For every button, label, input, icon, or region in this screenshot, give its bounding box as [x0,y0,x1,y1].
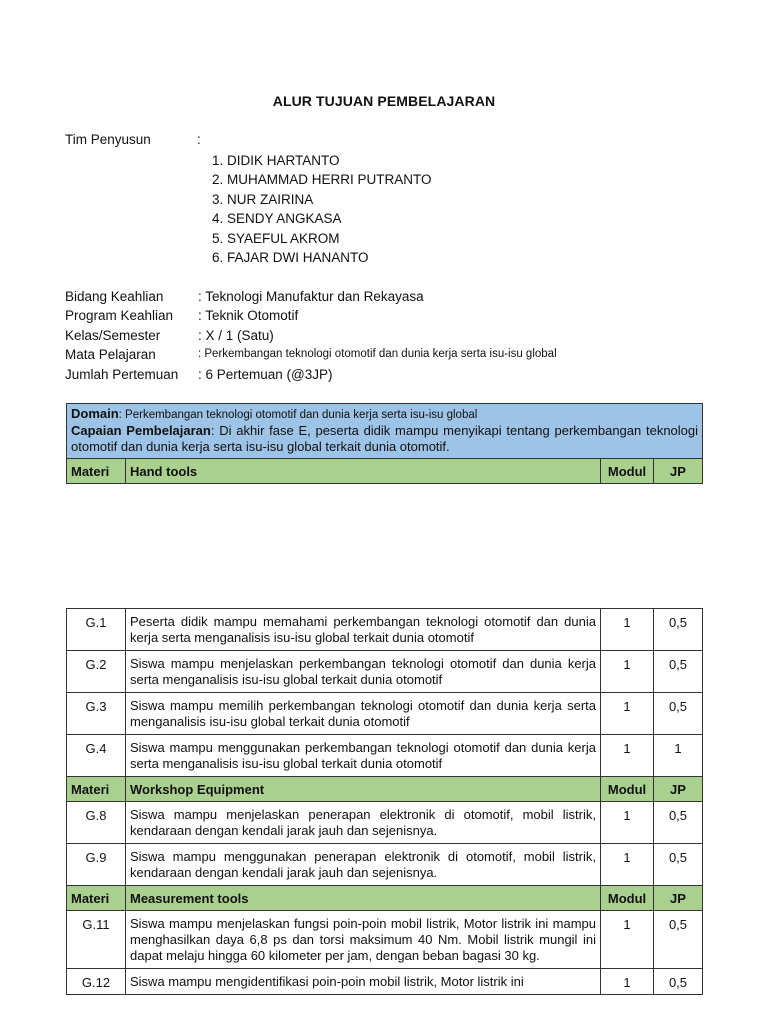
jp-header: JP [654,886,703,911]
table-row [67,735,703,777]
domain-table [66,403,703,484]
section-header-row [67,777,703,802]
row-modul: 1 [601,651,654,693]
meta-value: : Teknologi Manufaktur dan Rekayasa [198,289,424,304]
domain-cell [67,404,703,459]
row-code: G.3 [67,693,126,735]
table-row [67,911,703,969]
table-row [67,802,703,844]
meta-value: : 6 Pertemuan (@3JP) [198,366,333,382]
row-modul: 1 [601,969,654,995]
modul-header: Modul [601,459,654,484]
row-description: Siswa mampu menggunakan penerapan elektronik di otomotif, mobil listrik, kendaraan dengan kendali jarak jauh dan sejenisnya. [126,844,601,886]
domain-value: : Perkembangan teknologi otomotif dan dunia kerja serta isu-isu global [118,409,478,421]
materi-header: Materi [67,777,126,802]
section-header-row [67,886,703,911]
row-description: Siswa mampu memilih perkembangan teknologi otomotif dan dunia kerja serta menganalisis isu-isu global terkait dunia otomotif [126,693,601,735]
section-title: Measurement tools [126,886,601,911]
table-row [67,609,703,651]
member-item: 1. DIDIK HARTANTO [212,153,340,168]
section-title: Workshop Equipment [126,777,601,802]
row-jp: 0,5 [654,693,703,735]
table-row [67,693,703,735]
row-jp: 1 [654,735,703,777]
row-description: Siswa mampu menjelaskan fungsi poin-poin mobil listrik, Motor listrik ini mampu menghasilkan daya 6,8 ps dan torsi maksimum 40 Nm. Mobil listrik mungil ini dapat melaju hingga 60 kilometer per jam, dengan beban bagasi 30 kg. [126,911,601,969]
row-code: G.4 [67,735,126,777]
row-jp: 0,5 [654,609,703,651]
member-item: 4. SENDY ANGKASA [212,211,342,227]
meta-label: Kelas/Semester [65,327,161,343]
member-item: 5. SYAEFUL AKROM [212,230,340,246]
table-row [67,651,703,693]
row-modul: 1 [601,735,654,777]
row-modul: 1 [601,844,654,886]
meta-block [65,287,557,384]
row-jp: 0,5 [654,969,703,995]
tim-label: Tim Penyusun [65,132,151,147]
meta-row-jumlah [65,365,557,384]
modul-header: Modul [601,886,654,911]
row-code: G.8 [67,802,126,844]
meta-value: : Perkembangan teknologi otomotif dan dunia kerja serta isu-isu global [198,348,557,361]
meta-row-kelas [65,326,557,345]
row-jp: 0,5 [654,651,703,693]
section-header-row [67,459,703,484]
row-description: Siswa mampu menggunakan perkembangan teknologi otomotif dan dunia kerja serta menganalisis isu-isu global terkait dunia otomotif [126,735,601,777]
row-modul: 1 [601,802,654,844]
jp-header: JP [654,459,703,484]
row-code: G.9 [67,844,126,886]
tim-colon: : [197,132,201,147]
meta-row-bidang [65,287,557,306]
row-description: Siswa mampu menjelaskan perkembangan teknologi otomotif dan dunia kerja serta menganalisis isu-isu global terkait dunia otomotif [126,651,601,693]
member-item: 3. NUR ZAIRINA [212,191,314,207]
member-item: 6. FAJAR DWI HANANTO [212,250,369,266]
section-title: Hand tools [126,459,601,484]
materi-header: Materi [67,459,126,484]
table-row [67,969,703,995]
meta-value: : X / 1 (Satu) [198,327,274,343]
row-description: Siswa mampu menjelaskan penerapan elektronik di otomotif, mobil listrik, kendaraan dengan kendali jarak jauh dan sejenisnya. [126,802,601,844]
meta-label: Bidang Keahlian [65,289,164,304]
meta-value: : Teknik Otomotif [198,308,299,324]
row-modul: 1 [601,609,654,651]
meta-row-program [65,306,557,325]
materi-header: Materi [67,886,126,911]
meta-label: Program Keahlian [65,308,174,324]
meta-label: Jumlah Pertemuan [65,366,179,382]
member-list [212,151,432,267]
document-title: ALUR TUJUAN PEMBELAJARAN [272,93,496,109]
row-description: Siswa mampu mengidentifikasi poin-poin mobil listrik, Motor listrik ini [126,969,601,995]
objectives-table [66,608,703,995]
capaian-label: Capaian Pembelajaran [71,423,211,438]
member-item: 2. MUHAMMAD HERRI PUTRANTO [212,172,432,188]
jp-header: JP [654,777,703,802]
row-code: G.1 [67,609,126,651]
row-code: G.11 [67,911,126,969]
meta-row-mapel [65,345,557,364]
row-jp: 0,5 [654,802,703,844]
row-modul: 1 [601,693,654,735]
domain-label: Domain [71,406,119,421]
modul-header: Modul [601,777,654,802]
capaian-text: : Di akhir fase E, peserta didik mampu menyikapi tentang perkembangan teknologi otomotif dan dunia kerja serta isu-isu global terkait dunia otomotif. [71,423,699,454]
row-jp: 0,5 [654,844,703,886]
meta-label: Mata Pelajaran [65,347,156,363]
row-description: Peserta didik mampu memahami perkembangan teknologi otomotif dan dunia kerja serta menganalisis isu-isu global terkait dunia otomotif [126,609,601,651]
table-row [67,844,703,886]
row-jp: 0,5 [654,911,703,969]
row-code: G.2 [67,651,126,693]
row-modul: 1 [601,911,654,969]
row-code: G.12 [67,969,126,995]
